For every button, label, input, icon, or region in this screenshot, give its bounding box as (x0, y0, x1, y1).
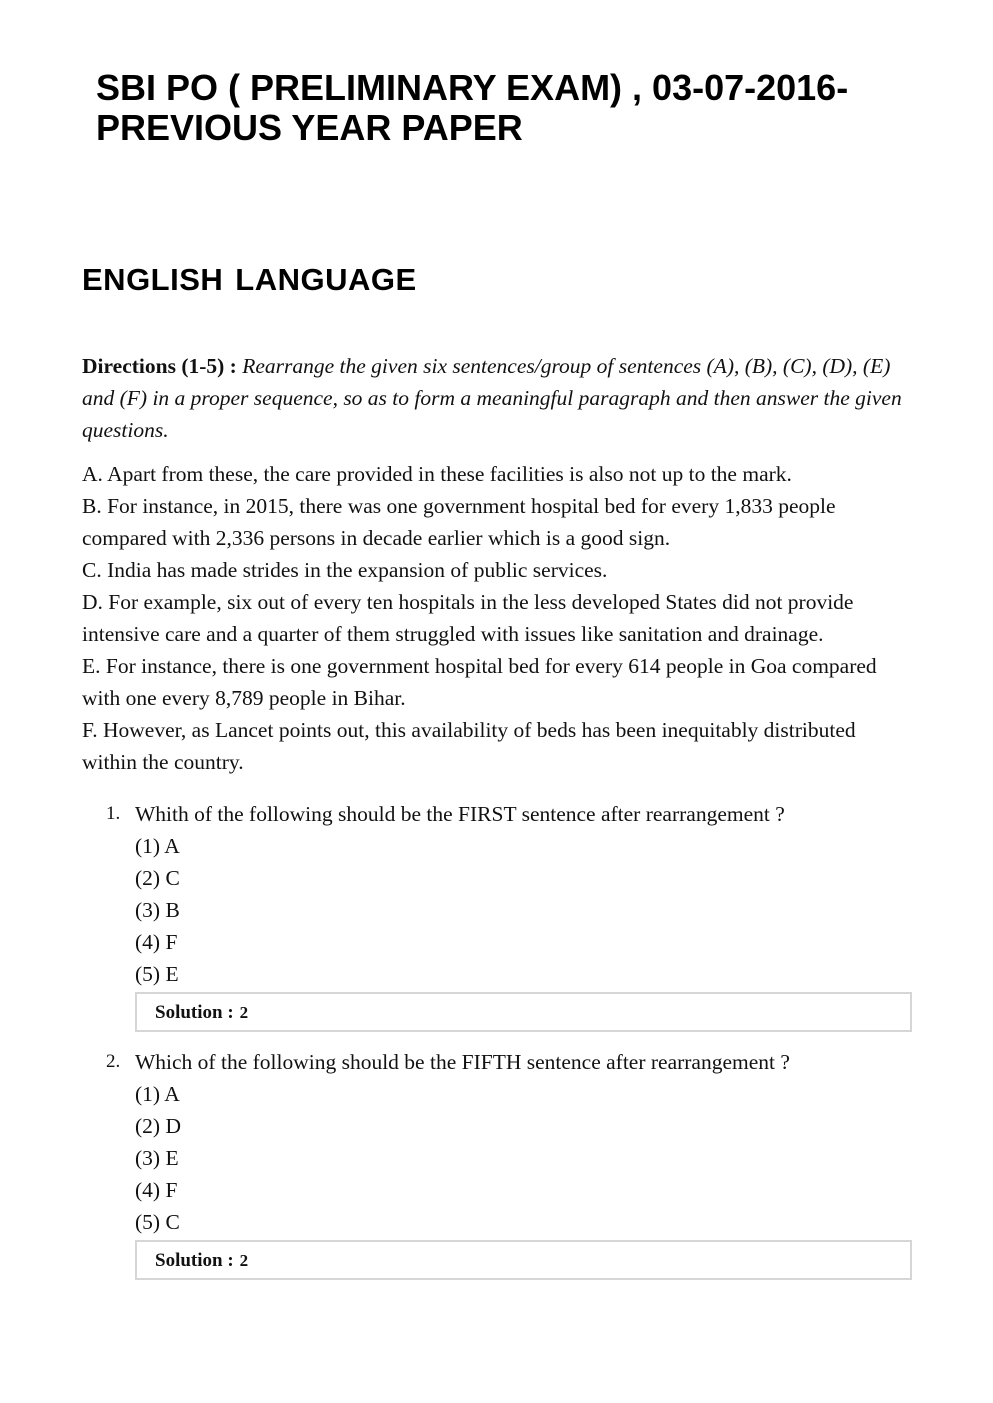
solution-label: Solution : (155, 1002, 234, 1023)
page-title: SBI PO ( PRELIMINARY EXAM) , 03-07-2016- PREVIOUS YEAR PAPER (96, 67, 849, 148)
option: (1) A (135, 1082, 180, 1106)
statement: F. However, as Lancet points out, this availability of beds has been inequitably distributed within the country. (82, 718, 856, 774)
statement: E. For instance, there is one government hospital bed for every 614 people in Goa compared with one every 8,789 people in Bihar. (82, 654, 877, 710)
statement: B. For instance, in 2015, there was one government hospital bed for every 1,833 people compared with 2,336 persons in decade earlier which is a good sign. (82, 494, 836, 550)
option: (4) F (135, 930, 178, 954)
solution-box (135, 992, 912, 1032)
question-text: Which of the following should be the FIFTH sentence after rearrangement ? (135, 1050, 790, 1074)
option: (2) D (135, 1114, 181, 1138)
statement-list (82, 458, 912, 778)
section-heading-word: ENGLISH (82, 262, 224, 297)
option: (5) E (135, 962, 179, 986)
directions (82, 350, 912, 446)
question-content (82, 350, 912, 1294)
solution-value: 2 (239, 1251, 249, 1270)
section-heading-word: LANGUAGE (235, 262, 417, 297)
statement: D. For example, six out of every ten hospitals in the less developed States did not provide intensive care and a quarter of them struggled with issues like sanitation and drainage. (82, 590, 854, 646)
option: (3) E (135, 1146, 179, 1170)
solution-box (135, 1240, 912, 1280)
section-heading (82, 262, 429, 298)
option: (3) B (135, 898, 180, 922)
question-number: 1. (106, 803, 121, 824)
statement: A. Apart from these, the care provided in these facilities is also not up to the mark. (82, 462, 792, 486)
solution-value: 2 (239, 1003, 249, 1022)
question-text: Whith of the following should be the FIRST sentence after rearrangement ? (135, 802, 785, 826)
question-list (82, 798, 912, 1280)
option: (5) C (135, 1210, 180, 1234)
directions-label: Directions (1-5) : (82, 354, 237, 378)
question (82, 1046, 912, 1280)
option: (1) A (135, 834, 180, 858)
solution-label: Solution : (155, 1250, 234, 1271)
question-number: 2. (106, 1051, 121, 1072)
statement: C. India has made strides in the expansion of public services. (82, 558, 608, 582)
option: (4) F (135, 1178, 178, 1202)
option: (2) C (135, 866, 180, 890)
directions-text: Rearrange the given six sentences/group of sentences (A), (B), (C), (D), (E) and (F) in a proper sequence, so as to form a meaningful paragraph and then answer the given questions. (82, 354, 902, 442)
question (82, 798, 912, 1032)
